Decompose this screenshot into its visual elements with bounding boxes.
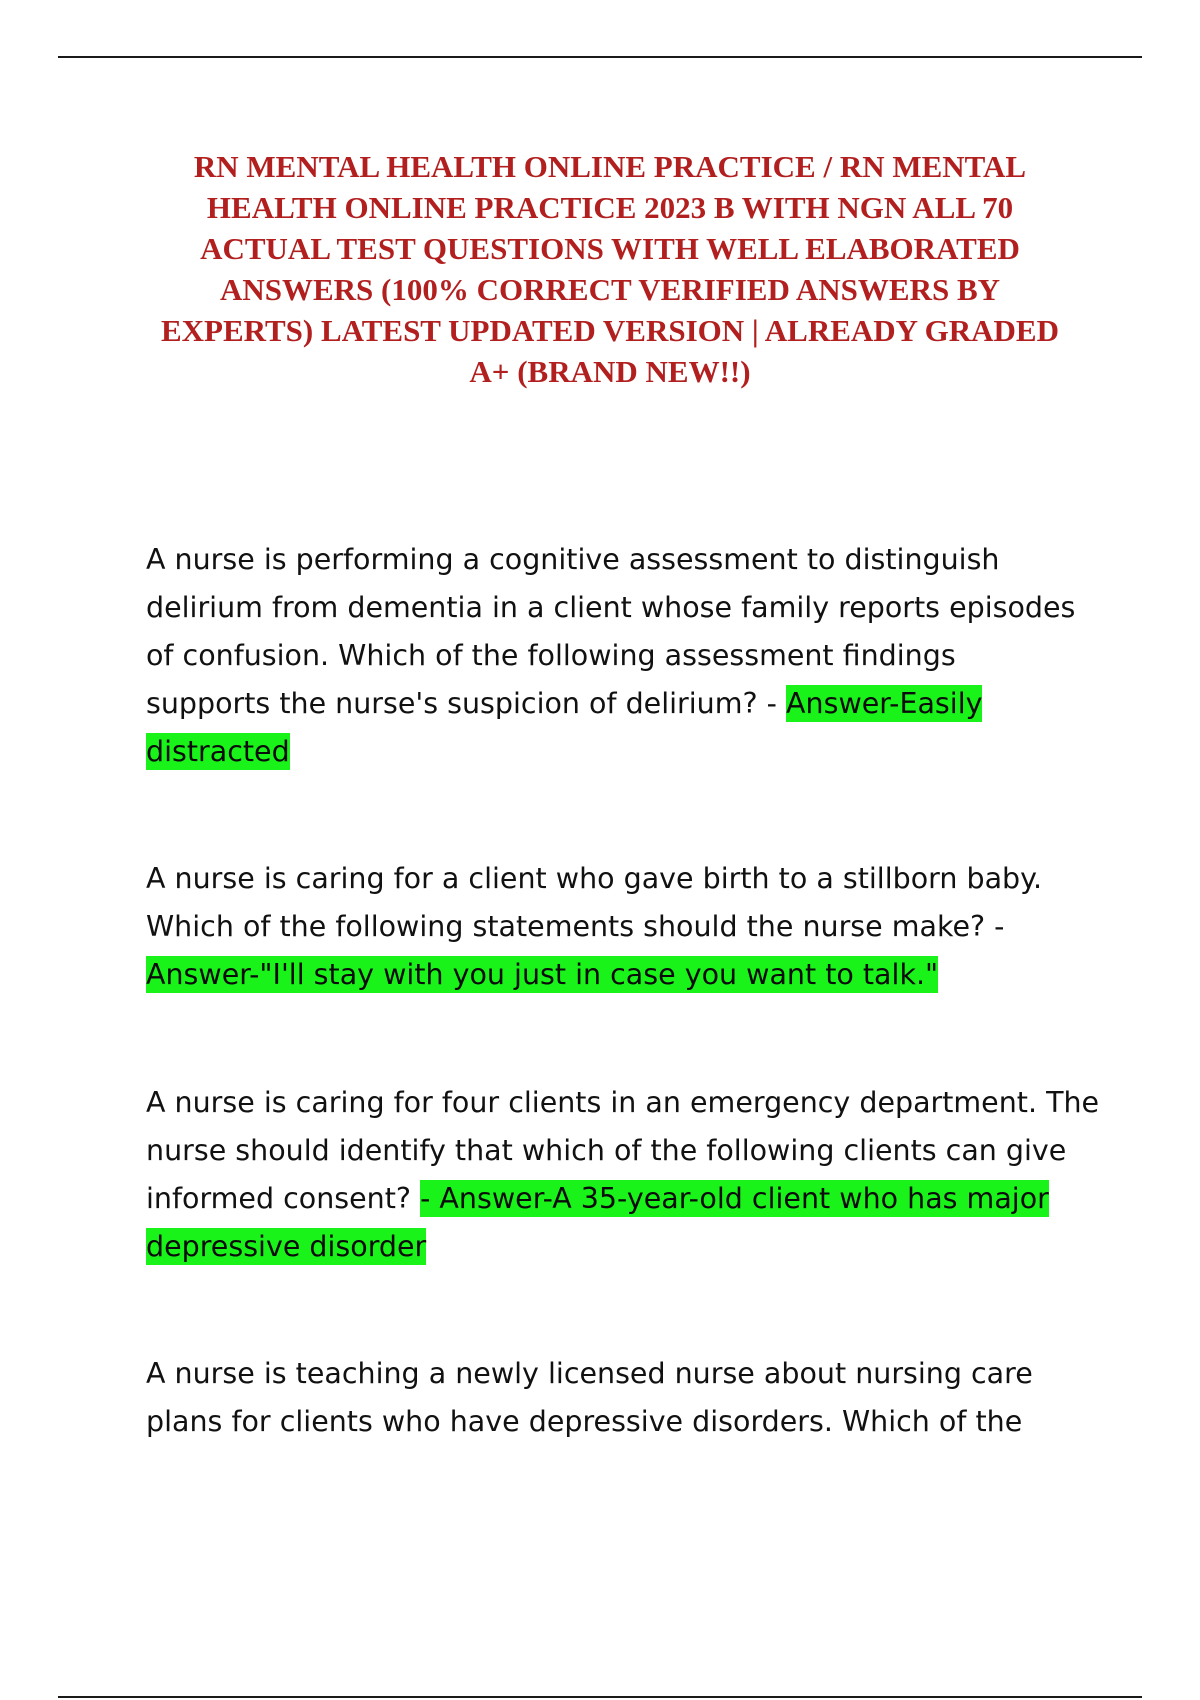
question-text: A nurse is teaching a newly licensed nurse about nursing care plans for clients who have depressive disorders. Which of the xyxy=(146,1357,1033,1438)
answer-highlight: - Answer-A 35-year-old client who has major depressive disorder xyxy=(146,1182,1049,1263)
question-text: A nurse is caring for four clients in an emergency department. The nurse should identify that which of the following clients can give informed consent? xyxy=(146,1086,1100,1215)
question-text: A nurse is performing a cognitive assessment to distinguish delirium from dementia in a client whose family reports episodes of confusion. Which of the following assessment findings supports the nurse's suspicion of delirium? - xyxy=(146,543,1076,720)
answer-highlight: Answer-"I'll stay with you just in case you want to talk." xyxy=(146,958,939,991)
bottom-divider xyxy=(58,1696,1142,1698)
document-title: RN MENTAL HEALTH ONLINE PRACTICE / RN MENTAL HEALTH ONLINE PRACTICE 2023 B WITH NGN ALL 70 ACTUAL TEST QUESTIONS WITH WELL ELABORATED ANSWERS (100% CORRECT VERIFIED ANSWERS BY EXPERTS) LATEST UPDATED VERSION | ALREADY GRADED A+ (BRAND NEW!!) xyxy=(160,149,1060,389)
question-block xyxy=(146,536,1086,776)
question-block xyxy=(146,1350,1086,1446)
answer-highlight: Answer-Easily distracted xyxy=(146,687,983,768)
top-divider xyxy=(58,56,1142,58)
question-block xyxy=(146,855,1086,999)
question-text: A nurse is caring for a client who gave birth to a stillborn baby. Which of the following statements should the nurse make? - xyxy=(146,862,1043,943)
question-block xyxy=(146,1079,1106,1271)
